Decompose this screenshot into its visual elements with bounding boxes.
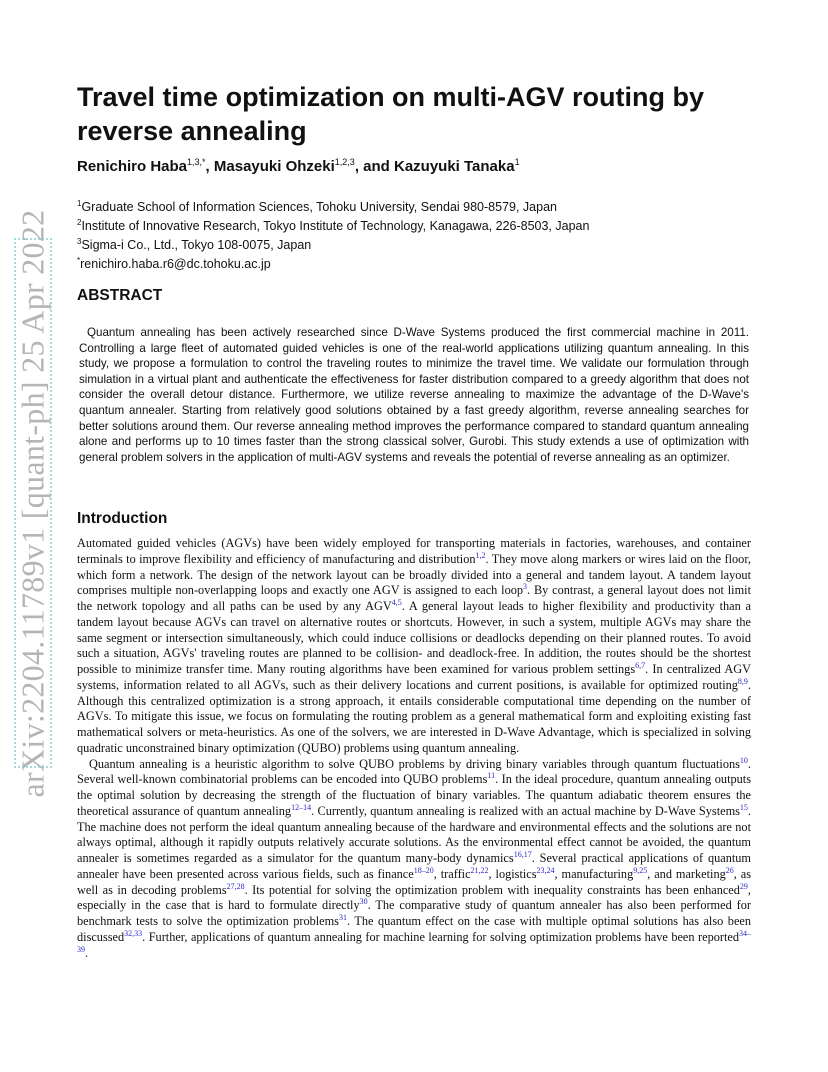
paper-title: Travel time optimization on multi-AGV routing by reverse annealing xyxy=(77,82,705,146)
author-affiliation-marker: 1,3,* xyxy=(187,157,206,167)
citation-link[interactable]: 12–14 xyxy=(291,802,312,812)
citation-link[interactable]: 34–39 xyxy=(77,928,751,954)
citation-link[interactable]: 4,5 xyxy=(391,597,402,607)
affiliation-marker: 1 xyxy=(77,199,82,208)
arxiv-watermark-text: arXiv:2204.11789v1 [quant-ph] 25 Apr 2022 xyxy=(14,209,51,797)
citation-link[interactable]: 26 xyxy=(725,865,734,875)
citation-link[interactable]: 16,17 xyxy=(513,849,532,859)
affiliation-text: Institute of Innovative Research, Tokyo Institute of Technology, Kanagawa, 226-8503, Japan xyxy=(81,219,590,234)
paragraph-text-run: . xyxy=(85,945,89,960)
abstract-text: Quantum annealing has been actively researched since D-Wave Systems produced the first commercial machine in 2011. Controlling a large fleet of automated guided vehicles is one of the real-world applications utilizing quantum annealing. In this study, we propose a formulation to control the traveling routes to minimize the travel time. We validate our formulation through simulation in a virtual plant and authenticate the effectiveness for faster distribution compared to a greedy algorithm that does not consider the overall detour distance. Furthermore, we utilize reverse annealing to maximize the advantage of the D-Wave's quantum annealer. Starting from relatively good solutions obtained by a fast greedy algorithm, reverse annealing searches for better solutions around them. Our reverse annealing method improves the performance compared to standard quantum annealing alone and performs up to 10 times faster than the strong classical solver, Gurobi. This study extends a use of optimization with general problem solvers in the application of multi-AGV systems and reveals the potential of reverse annealing as an optimizer. xyxy=(79,326,749,464)
paragraph-text-run: . In centralized AGV systems, information related to all AGVs, such as their delivery locations and current positions, is available for optimized routing xyxy=(77,662,752,692)
affiliation-marker: * xyxy=(77,256,81,266)
affiliation-line xyxy=(77,234,777,253)
author-name: Renichiro Haba xyxy=(77,158,188,175)
paragraph-text-run: . A general layout leads to higher flexibility and productivity than a tandem layout because AGVs can travel on alternative routes or shortcuts. However, in such a system, multiple AGVs may share the same segment or intersection simultaneously, which could induce collisions or deadlocks depending on their planned routes. To avoid such a situation, AGVs' traveling routes are planned to be collision- and deadlock-free. In addition, the routes should be the shortest possible to minimize transfer time. Many routing algorithms have been examined for various problem settings xyxy=(77,599,751,676)
paragraph-text-run: . By contrast, a general layout does not limit the network topology and all paths can be used by any AGV xyxy=(77,583,751,613)
abstract-heading: ABSTRACT xyxy=(77,287,163,304)
author-list xyxy=(77,157,777,175)
arxiv-watermark xyxy=(8,209,58,797)
paragraph-text-run: . They move along markers or wires laid on the floor, which form a network. The design of the network layout can be broadly divided into a general and tandem layout. A tandem layout comprises multiple non-overlapping loops and exactly one AGV is assigned to each loop xyxy=(77,551,751,598)
citation-link[interactable]: 30 xyxy=(359,897,368,907)
citation-link[interactable]: 1,2 xyxy=(475,550,486,560)
paragraph-text-run: . In the ideal procedure, quantum annealing outputs the optimal solution by decreasing the strength of the fluctuation of binary variables. The quantum adiabatic theorem ensures the theoretical assurance of quantum annealing xyxy=(77,772,751,818)
paragraph-text-run: , as well as in decoding problems xyxy=(77,866,752,897)
introduction-paragraph xyxy=(77,757,751,962)
citation-link[interactable]: 9,25 xyxy=(633,865,648,875)
paragraph-text-run: . Several well-known combinatorial problems can be encoded into QUBO problems xyxy=(77,756,751,787)
author-separator: , and xyxy=(354,158,394,175)
paragraph-text-run: Quantum annealing is a heuristic algorithm to solve QUBO problems by driving binary variables through quantum fluctuations xyxy=(89,756,740,771)
paragraph-text-run: . The machine does not perform the ideal quantum annealing because of the hardware and environmental effects and the solutions are not always optimal, although it rapidly outputs relatively accurate solutions. As the environmental effect cannot be avoided, the quantum annealer is sometimes regarded as a simulator for the quantum many-body dynamics xyxy=(77,803,751,865)
affiliation-line xyxy=(77,253,777,272)
affiliation-line xyxy=(77,215,777,234)
paragraph-text-run: . The quantum effect on the case with multiple optimal solutions has also been discussed xyxy=(77,914,752,944)
paragraph-text-run: . Several practical applications of quantum annealer have been presented across various fields, such as finance xyxy=(77,851,751,881)
affiliation-text: Sigma-i Co., Ltd., Tokyo 108-0075, Japan xyxy=(81,238,312,253)
citation-link[interactable]: 21,22 xyxy=(470,865,489,875)
citation-link[interactable]: 11 xyxy=(487,771,496,781)
affiliation-marker: 3 xyxy=(77,237,82,247)
paragraph-text-run: , traffic xyxy=(433,866,471,881)
author-name: Masayuki Ohzeki xyxy=(213,158,335,175)
affiliation-text: renichiro.haba.r6@dc.tohoku.ac.jp xyxy=(80,257,271,272)
author-affiliation-marker: 1,2,3 xyxy=(334,157,355,167)
citation-link[interactable]: 23,24 xyxy=(536,865,555,875)
citation-link[interactable]: 15 xyxy=(739,802,748,812)
introduction-heading: Introduction xyxy=(77,510,168,527)
citation-link[interactable]: 29 xyxy=(739,881,748,891)
paragraph-text-run: . Its potential for solving the optimization problem with inequality constraints has been enhanced xyxy=(244,882,740,897)
author-affiliation-marker: 1 xyxy=(514,157,520,167)
citation-link[interactable]: 31 xyxy=(338,912,347,922)
author-name: Kazuyuki Tanaka xyxy=(393,158,515,175)
paragraph-text-run: . Further, applications of quantum annealing for machine learning for solving optimization problems have been reported xyxy=(142,929,739,944)
author-separator: , xyxy=(205,158,214,175)
paragraph-text-run: , logistics xyxy=(488,866,537,881)
paragraph-text-run: , and marketing xyxy=(647,866,726,881)
affiliation-list xyxy=(77,196,777,273)
paragraph-text-run: . The comparative study of quantum annealer has also been performed for benchmark tests to solve the optimization problems xyxy=(77,898,751,928)
citation-link[interactable]: 6,7 xyxy=(635,660,646,670)
citation-link[interactable]: 32,33 xyxy=(124,928,143,938)
paragraph-text-run: . Currently, quantum annealing is realized with an actual machine by D-Wave Systems xyxy=(311,803,740,818)
introduction-body xyxy=(77,536,751,961)
citation-link[interactable]: 27,28 xyxy=(226,881,245,891)
citation-link[interactable]: 18–20 xyxy=(413,865,434,875)
paragraph-text-run: , manufacturing xyxy=(554,866,634,881)
citation-link[interactable]: 3 xyxy=(523,582,528,592)
paragraph-text-run: , especially in the case that is hard to formulate directly xyxy=(77,882,751,913)
citation-link[interactable]: 8,9 xyxy=(737,676,748,686)
affiliation-text: Graduate School of Information Sciences, Tohoku University, Sendai 980-8579, Japan xyxy=(81,200,557,215)
citation-link[interactable]: 10 xyxy=(739,755,748,765)
paragraph-text-run: . Although this centralized optimization is a strong approach, it entails considerable computational time depending on the number of AGVs. To mitigate this issue, we focus on formulating the routing problem as a general mathematical form and exploiting existing fast mathematical solvers or meta-heuristics. As one of the solvers, we are interested in D-Wave Advantage, which is specialized in solving quadratic unconstrained binary optimization (QUBO) problems using quantum annealing. xyxy=(77,677,751,755)
paragraph-text-run: Automated guided vehicles (AGVs) have been widely employed for transporting materials in factories, warehouses, and container terminals to improve flexibility and efficiency of manufacturing and distribution xyxy=(77,536,751,566)
introduction-paragraph xyxy=(77,536,751,757)
affiliation-line xyxy=(77,196,777,215)
affiliation-marker: 2 xyxy=(77,218,82,228)
